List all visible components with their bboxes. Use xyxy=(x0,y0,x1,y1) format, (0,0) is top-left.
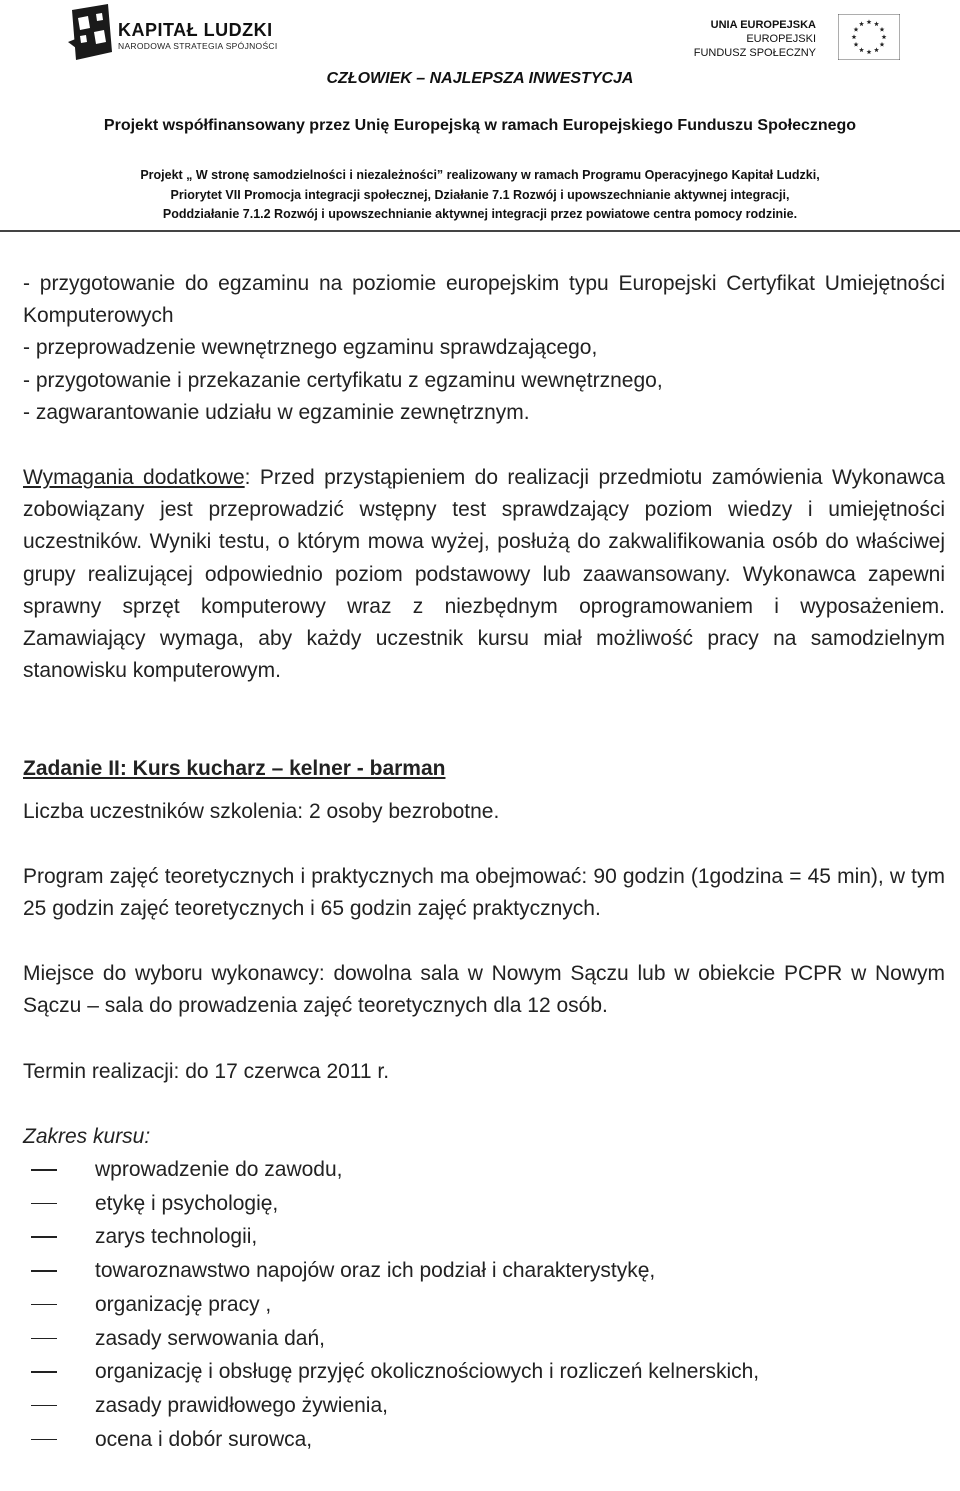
intro-line-3: - przygotowanie i przekazanie certyfikatu z egzaminu wewnętrznego, xyxy=(23,368,663,392)
scope-label: Zakres kursu: xyxy=(23,1124,151,1148)
kapital-ludzki-logo xyxy=(68,2,318,62)
project-line-2: Priorytet VII Promocja integracji społecznej, Działanie 7.1 Rozwój i upowszechnianie aktywnej integracji, xyxy=(170,188,790,202)
kapital-ludzki-emblem-icon xyxy=(68,2,114,62)
dash-bullet-icon xyxy=(31,1338,57,1340)
eu-line-1: UNIA EUROPEJSKA xyxy=(710,19,816,31)
dash-bullet-icon xyxy=(31,1371,57,1373)
list-item xyxy=(23,1187,945,1221)
requirements-paragraph xyxy=(23,462,945,687)
dash-bullet-icon xyxy=(31,1270,57,1272)
list-item-text: zasady serwowania dań, xyxy=(95,1326,325,1350)
kapital-ludzki-subtitle: NARODOWA STRATEGIA SPÓJNOŚCI xyxy=(118,41,278,51)
task-title: Zadanie II: Kurs kucharz – kelner - barman xyxy=(23,757,446,781)
list-item-text: etykę i psychologię, xyxy=(95,1191,279,1215)
intro-line-4: - zagwarantowanie udziału w egzaminie zewnętrznym. xyxy=(23,400,530,424)
deadline: Termin realizacji: do 17 czerwca 2011 r. xyxy=(23,1059,390,1083)
slogan: CZŁOWIEK – NAJLEPSZA INWESTYCJA xyxy=(326,70,634,87)
project-line-3: Poddziałanie 7.1.2 Rozwój i upowszechnianie aktywnej integracji przez powiatowe centra pomocy rodzinie. xyxy=(162,207,798,221)
list-item-text: zarys technologii, xyxy=(95,1225,258,1249)
list-item xyxy=(23,1423,945,1457)
dash-bullet-icon xyxy=(31,1203,57,1205)
eu-logo xyxy=(693,14,900,66)
eu-flag-icon xyxy=(838,14,900,60)
list-item xyxy=(23,1355,945,1389)
intro-line-1: - przygotowanie do egzaminu na poziomie europejskim typu Europejski Certyfikat Umiejętności Komputerowych xyxy=(23,272,945,328)
eu-line-2: EUROPEJSKI xyxy=(746,33,816,45)
list-item xyxy=(23,1322,945,1356)
list-item xyxy=(23,1220,945,1254)
kapital-ludzki-title: KAPITAŁ LUDZKI xyxy=(118,20,273,40)
eu-line-3: FUNDUSZ SPOŁECZNY xyxy=(693,47,816,59)
requirements-text: : Przed przystąpieniem do realizacji przedmiotu zamówienia Wykonawca zobowiązany jest przeprowadzić wstępny test sprawdzający poziom wiedzy i umiejętności uczestników. Wyniki testu, o którym mowa wyżej, posłużą do zakwalifikowania osób do właściwej grupy realizującej odpowiednio poziom podstawowy lub zaawansowany. Wykonawca zapewni sprawny sprzęt komputerowy wraz z niezbędnym oprogramowaniem i wyposażeniem. Zamawiający wymaga, aby każdy uczestnik kursu miał możliwość pracy na samodzielnym stanowisku komputerowym. xyxy=(23,466,945,683)
requirements-label: Wymagania dodatkowe xyxy=(23,466,245,490)
intro-line-2: - przeprowadzenie wewnętrznego egzaminu sprawdzającego, xyxy=(23,336,598,360)
list-item-text: organizację pracy , xyxy=(95,1292,272,1316)
list-item-text: zasady prawidłowego żywienia, xyxy=(95,1393,388,1417)
list-item-text: wprowadzenie do zawodu, xyxy=(95,1158,343,1182)
scope-list xyxy=(23,1153,945,1456)
cofinancing-line: Projekt współfinansowany przez Unię Europejską w ramach Europejskiego Funduszu Społecznego xyxy=(103,117,857,134)
list-item-text: ocena i dobór surowca, xyxy=(95,1427,313,1451)
list-item xyxy=(23,1153,945,1187)
participants-count: Liczba uczestników szkolenia: 2 osoby bezrobotne. xyxy=(23,799,500,823)
dash-bullet-icon xyxy=(31,1304,57,1306)
document-header xyxy=(0,0,960,234)
project-line-1: Projekt „ W stronę samodzielności i niezależności” realizowany w ramach Programu Operacyjnego Kapitał Ludzki, xyxy=(140,168,820,182)
header-divider xyxy=(0,230,960,232)
eu-logo-text xyxy=(694,18,816,60)
dash-bullet-icon xyxy=(31,1405,57,1407)
list-item xyxy=(23,1288,945,1322)
program-paragraph: Program zajęć teoretycznych i praktycznych ma obejmować: 90 godzin (1godzina = 45 min), w tym 25 godzin zajęć teoretycznych i 65 godzin zajęć praktycznych. xyxy=(23,864,945,921)
list-item-text: organizację i obsługę przyjęć okolicznościowych i rozliczeń kelnerskich, xyxy=(95,1360,760,1384)
dash-bullet-icon xyxy=(31,1236,57,1238)
dash-bullet-icon xyxy=(31,1439,57,1441)
dash-bullet-icon xyxy=(31,1169,57,1171)
list-item-text: towaroznawstwo napojów oraz ich podział i charakterystykę, xyxy=(95,1259,656,1283)
document-body xyxy=(23,268,945,1456)
list-item xyxy=(23,1254,945,1288)
location-paragraph: Miejsce do wyboru wykonawcy: dowolna sala w Nowym Sączu lub w obiekcie PCPR w Nowym Sączu – sala do prowadzenia zajęć teoretycznych dla 12 osób. xyxy=(23,962,945,1018)
list-item xyxy=(23,1389,945,1423)
